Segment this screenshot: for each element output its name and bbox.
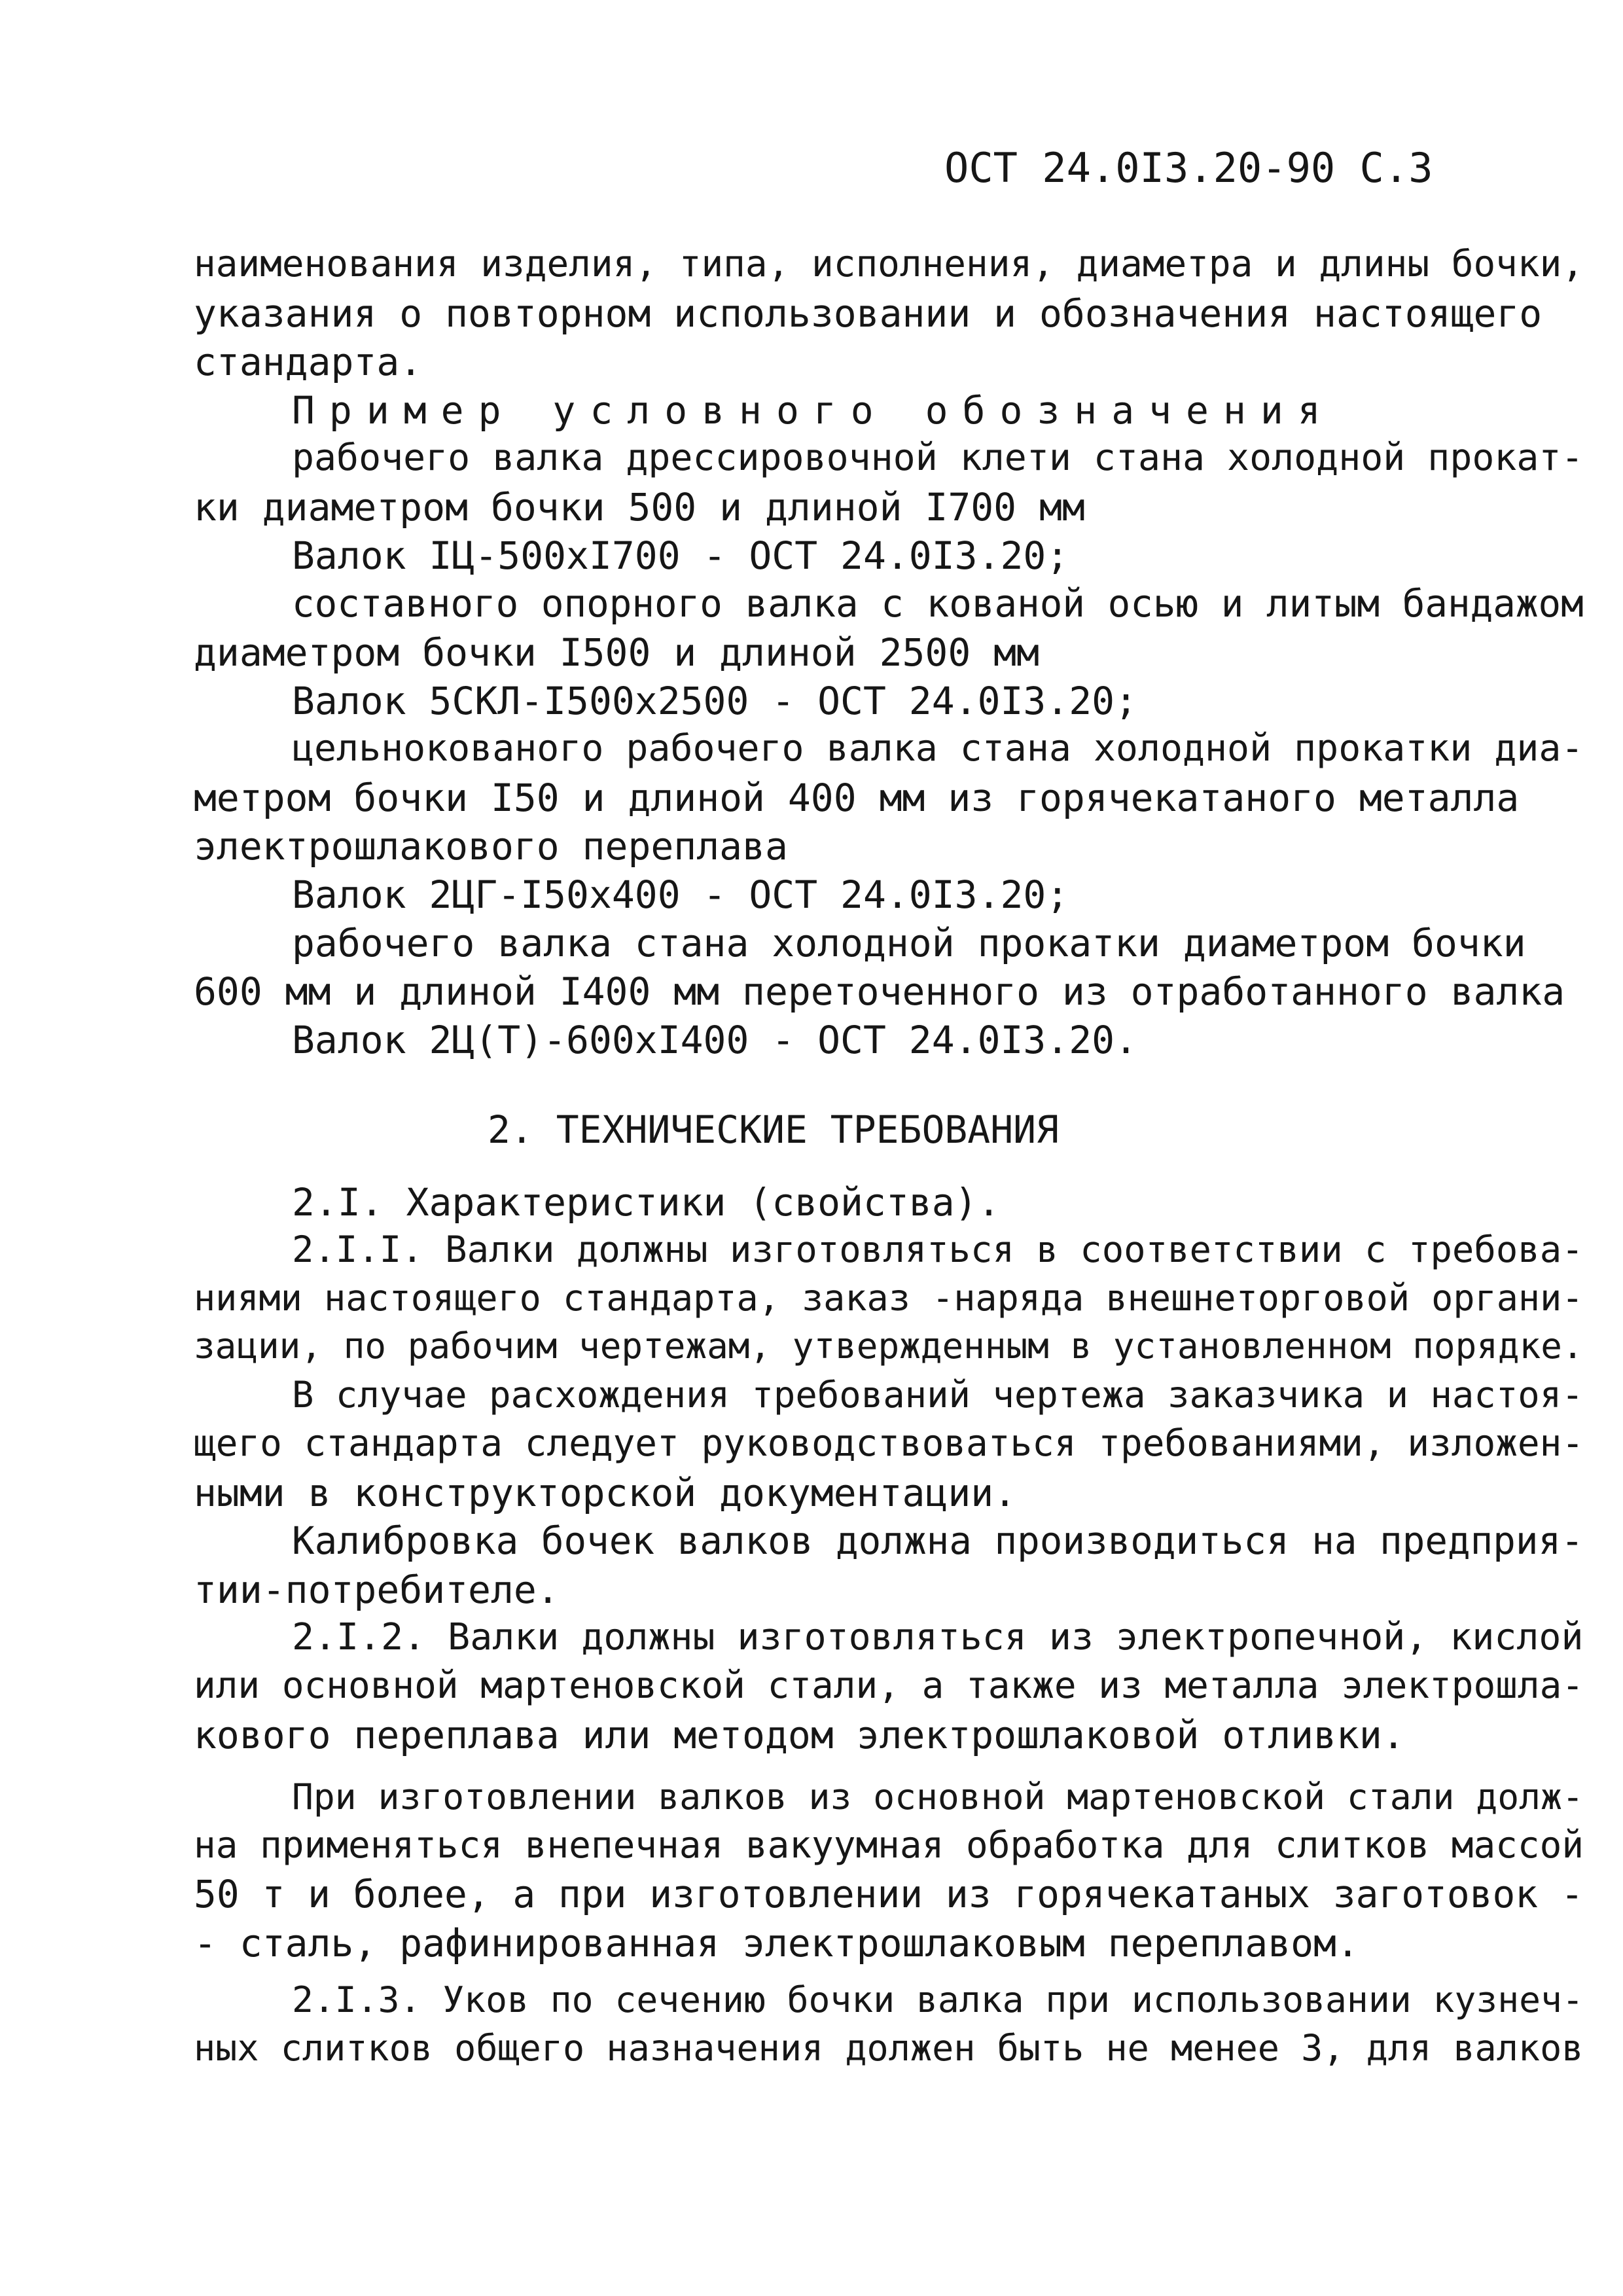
designation-line: Валок 5СКЛ-I500х2500 - ОСТ 24.0I3.20;: [292, 679, 1138, 723]
text-line: рабочего валка стана холодной прокатки диаметром бочки: [292, 921, 1526, 965]
text-line: При изготовлении валков из основной мартеновской стали долж-: [292, 1776, 1584, 1818]
text-line: указания о повторном использовании и обозначения настоящего: [194, 291, 1543, 336]
text-line: щего стандарта следует руководствоваться требованиями, изложен-: [194, 1422, 1584, 1465]
text-line: 50 т и более, а при изготовлении из горячекатаных заготовок -: [194, 1872, 1584, 1916]
text-line: электрошлакового переплава: [194, 824, 788, 869]
subsection-heading: 2.I. Характеристики (свойства).: [292, 1180, 1001, 1225]
section-title: 2. ТЕХНИЧЕСКИЕ ТРЕБОВАНИЯ: [488, 1107, 1059, 1152]
text-line: рабочего валка дрессировочной клети стана холодной прокат-: [292, 437, 1584, 479]
text-line: тии-потребителе.: [194, 1568, 560, 1612]
text-line: 2.I.2. Валки должны изготовляться из электропечной, кислой: [292, 1616, 1584, 1659]
text-line: 2.I.I. Валки должны изготовляться в соответствии с требова-: [292, 1229, 1584, 1271]
text-line: или основной мартеновской стали, а также из металла электрошла-: [194, 1664, 1584, 1707]
example-heading: Пример условного обозначения: [292, 388, 1335, 433]
text-line: на применяться внепечная вакуумная обработка для слитков массой: [194, 1824, 1584, 1867]
text-line: ниями настоящего стандарта, заказ -наряда внешнеторговой органи-: [194, 1277, 1584, 1319]
text-line: ных слитков общего назначения должен быть не менее 3, для валков: [194, 2027, 1584, 2069]
text-line: 2.I.3. Уков по сечению бочки валка при использовании кузнеч-: [292, 1979, 1584, 2020]
text-line: диаметром бочки I500 и длиной 2500 мм: [194, 630, 1040, 675]
text-line: наименования изделия, типа, исполнения, диаметра и длины бочки,: [194, 243, 1584, 285]
text-line: 600 мм и длиной I400 мм переточенного из отработанного валка: [194, 969, 1565, 1014]
text-line: Калибровка бочек валков должна производиться на предприя-: [292, 1519, 1584, 1563]
designation-line: Валок 2Ц(Т)-600хI400 - ОСТ 24.0I3.20.: [292, 1018, 1138, 1062]
text-line: кового переплава или методом электрошлаковой отливки.: [194, 1713, 1405, 1757]
text-line: стандарта.: [194, 340, 423, 384]
designation-line: Валок 2ЦГ-I50х400 - ОСТ 24.0I3.20;: [292, 872, 1069, 917]
text-line: ными в конструкторской документации.: [194, 1471, 1017, 1515]
text-line: метром бочки I50 и длиной 400 мм из горячекатаного металла: [194, 776, 1520, 820]
designation-line: Валок IЦ-500хI700 - ОСТ 24.0I3.20;: [292, 533, 1069, 578]
text-line: В случае расхождения требований чертежа заказчика и настоя-: [292, 1374, 1584, 1416]
page-header: ОСТ 24.0I3.20-90 С.3: [944, 144, 1433, 192]
text-line: составного опорного валка с кованой осью и литым бандажом: [292, 582, 1584, 626]
text-line: цельнокованого рабочего валка стана холодной прокатки диа-: [292, 727, 1584, 770]
text-line: зации, по рабочим чертежам, утвержденным в установленном порядке.: [194, 1325, 1584, 1367]
text-line: ки диаметром бочки 500 и длиной I700 мм: [194, 485, 1085, 529]
text-line: - сталь, рафинированная электрошлаковым переплавом.: [194, 1921, 1359, 1965]
